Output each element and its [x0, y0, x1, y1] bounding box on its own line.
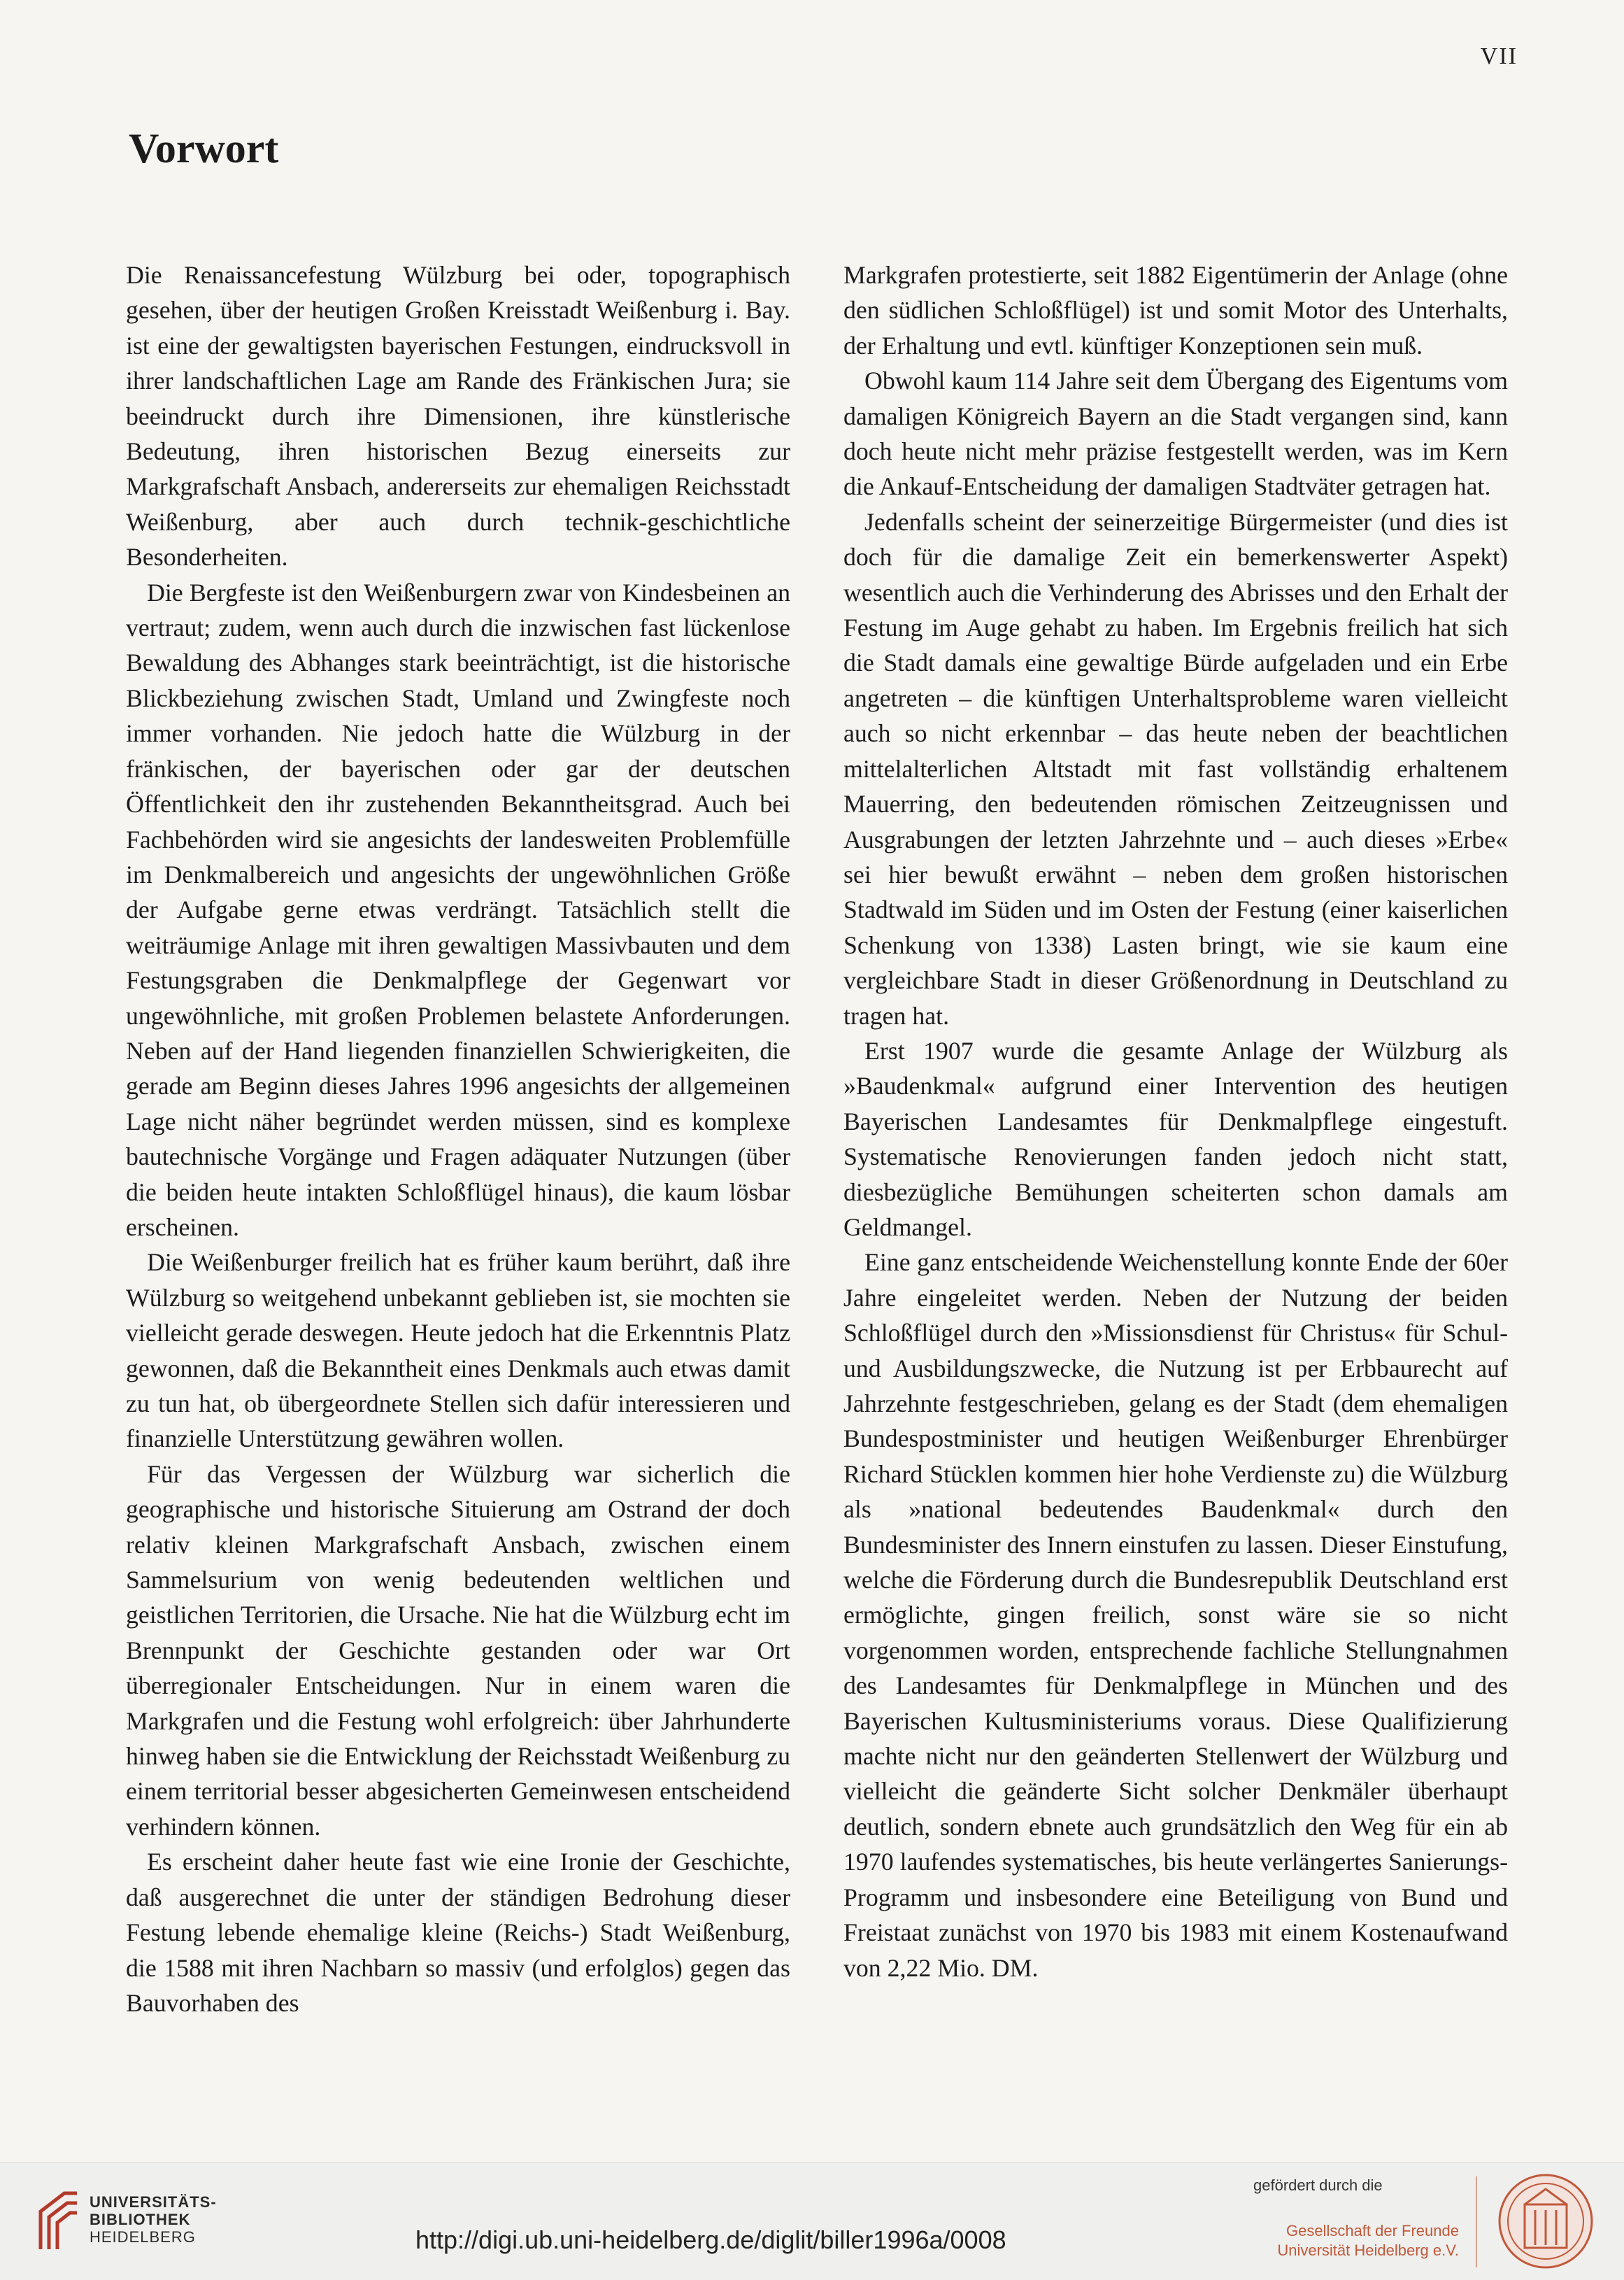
paragraph: Die Renaissancefestung Wülzburg bei oder, topographisch gesehen, über der heutigen Großen Kreisstadt Weißenburg i. Bay. ist eine der gewaltigsten bayerischen Festungen, eindrucksvoll in ihrer landschaftlichen Lage am Rande des Fränkischen Jura; sie beeindruckt durch ihre Dimensionen, ihre künstlerische Bedeutung, ihren historischen Bezug einerseits zur Markgrafschaft Ansbach, andererseits zur ehemaligen Reichsstadt Weißenburg, aber auch durch technik-geschichtliche Besonderheiten.: [126, 261, 790, 572]
university-seal-icon: [1497, 2172, 1595, 2270]
page-number: VII: [1480, 43, 1518, 69]
paragraph: Es erscheint daher heute fast wie eine Ironie der Geschichte, daß ausgerechnet die unter der ständigen Bedrohung dieser Festung lebende ehemalige kleine (Reichs-) Stadt Weißenburg, die 1588 mit ihren Nachbarn so massiv (und erfolglos) gegen das Bauvorhaben des: [126, 1848, 790, 2017]
paragraph: Jedenfalls scheint der seinerzeitige Bürgermeister (und dies ist doch für die damalige Zeit ein bemerkenswerter Aspekt) wesentlich auch die Verhinderung des Abrisses und den Erhalt der Festung im Auge gehabt zu haben. Im Ergebnis freilich hat sich die Stadt damals eine gewaltige Bürde aufgeladen und ein Erbe angetreten – die künftigen Unterhaltsprobleme waren vielleicht auch so nicht erkennbar – das heute neben der beachtlichen mittelalterlichen Altstadt mit fast vollständig erhaltenem Mauerring, den bedeutenden römischen Zeitzeugnissen und Ausgrabungen der letzten Jahrzehnte und – auch dieses »Erbe« sei hier bewußt erwähnt – neben dem großen historischen Stadtwald im Süden und im Osten der Festung (einer kaiserlichen Schenkung von 1338) Lasten bringt, wie sie kaum eine vergleichbare Stadt in dieser Größenordnung in Deutschland zu tragen hat.: [843, 507, 1508, 1030]
library-name-line: UNIVERSITÄTS-: [90, 2193, 217, 2211]
paragraph: Obwohl kaum 114 Jahre seit dem Übergang des Eigentums vom damaligen Königreich Bayern an die Stadt vergangen sind, kann doch heute nicht mehr präzise festgestellt werden, was im Kern die Ankauf-Entscheidung der damaligen Stadtväter getragen hat.: [843, 367, 1508, 501]
paragraph: Markgrafen protestierte, seit 1882 Eigentümerin der Anlage (ohne den südlichen Schloßflügel) ist und somit Motor des Unterhalts, der Erhaltung und evtl. künftiger Konzeptionen sein muß.: [843, 261, 1508, 360]
paragraph: Erst 1907 wurde die gesamte Anlage der Wülzburg als »Baudenkmal« aufgrund einer Intervention des heutigen Bayerischen Landesamtes für Denkmalpflege eingestuft. Systematische Renovierungen fanden jedoch nicht statt, diesbezügliche Bemühungen scheiterten schon damals am Geldmangel.: [843, 1036, 1508, 1241]
sponsor-name-line: Gesellschaft der Freunde: [1285, 2222, 1459, 2239]
sponsor-name-line: Universität Heidelberg e.V.: [1277, 2242, 1459, 2259]
library-logo-icon: [36, 2190, 81, 2253]
page-title: Vorwort: [129, 125, 279, 171]
text-column-right: [843, 257, 1508, 1985]
text-column-left: [126, 257, 790, 2020]
library-name-line: HEIDELBERG: [90, 2228, 196, 2246]
library-name: [90, 2193, 217, 2246]
library-name-line: BIBLIOTHEK: [90, 2211, 191, 2228]
permalink-url[interactable]: http://digi.ub.uni-heidelberg.de/diglit/biller1996a/0008: [415, 2225, 1006, 2254]
paragraph: Die Weißenburger freilich hat es früher kaum berührt, daß ihre Wülzburg so weitgehend unbekannt geblieben ist, sie mochten sie vielleicht gerade deswegen. Heute jedoch hat die Erkenntnis Platz gewonnen, daß die Bekanntheit eines Denkmals auch etwas damit zu tun hat, ob übergeordnete Stellen sich dafür interessieren und finanzielle Unterstützung gewähren wollen.: [126, 1248, 790, 1453]
sponsor-label: gefördert durch die: [1253, 2176, 1383, 2194]
divider: [1476, 2176, 1477, 2267]
sponsor-name: [1277, 2221, 1459, 2260]
paragraph: Für das Vergessen der Wülzburg war sicherlich die geographische und historische Situierung am Ostrand der doch relativ kleinen Markgrafschaft Ansbach, zwischen einem Sammelsurium von wenig bedeutenden weltlichen und geistlichen Territorien, die Ursache. Nie hat die Wülzburg echt im Brennpunkt der Geschichte gestanden oder war Ort überregionaler Entscheidungen. Nur in einem waren die Markgrafen und die Festung wohl erfolgreich: über Jahrhunderte hinweg haben sie die Entwicklung der Reichsstadt Weißenburg zu einem territorial besser abgesicherten Gemeinwesen entscheidend verhindern können.: [126, 1459, 790, 1841]
paragraph: Eine ganz entscheidende Weichenstellung konnte Ende der 60er Jahre eingeleitet werden. Neben der Nutzung der beiden Schloßflügel durch den »Missionsdienst für Christus« für Schul- und Ausbildungszwecke, die Nutzung ist per Erbbaurecht auf Jahrzehnte festgeschrieben, gelang es der Stadt (dem ehemaligen Bundespostminister und heutigen Weißenburger Ehrenbürger Richard Stücklen kommen hier hohe Verdienste zu) die Wülzburg als »national bedeutendes Baudenkmal« durch den Bundesminister des Innern einstufen zu lassen. Dieser Einstufung, welche die Förderung durch die Bundesrepublik Deutschland erst ermöglichte, gingen freilich, sonst wäre sie so nicht vorgenommen worden, entsprechende fachliche Stellungnahmen des Landesamtes für Denkmalpflege in München und des Bayerischen Kultusministeriums voraus. Diese Qualifizierung machte nicht nur den geänderten Stellenwert der Wülzburg und vielleicht die geänderte Sicht solcher Denkmäler überhaupt deutlich, sondern ebnete auch grundsätzlich den Weg für ein ab 1970 laufendes systematisches, bis heute verlängertes Sanierungs-Programm und insbesondere eine Beteiligung von Bund und Freistaat zunächst von 1970 bis 1983 mit einem Kostenaufwand von 2,22 Mio. DM.: [843, 1248, 1508, 1982]
footer-bar: [0, 2162, 1624, 2280]
paragraph: Die Bergfeste ist den Weißenburgern zwar von Kindesbeinen an vertraut; zudem, wenn auch durch die inzwischen fast lückenlose Bewaldung des Abhanges stark beeinträchtigt, ist die historische Blickbeziehung zwischen Stadt, Umland und Zwingfeste noch immer vorhanden. Nie jedoch hatte die Wülzburg in der fränkischen, der bayerischen oder gar der deutschen Öffentlichkeit den ihr zustehenden Bekanntheitsgrad. Auch bei Fachbehörden wird sie angesichts der landesweiten Problemfülle im Denkmalbereich und angesichts der ungewöhnlichen Größe der Aufgabe gerne etwas verdrängt. Tatsächlich stellt die weiträumige Anlage mit ihren gewaltigen Massivbauten und dem Festungsgraben die Denkmalpflege der Gegenwart vor ungewöhnliche, mit großen Problemen belastete Anforderungen. Neben auf der Hand liegenden finanziellen Schwierigkeiten, die gerade am Beginn dieses Jahres 1996 angesichts der allgemeinen Lage nicht näher begründet werden müssen, sind es komplexe bautechnische Vorgänge und Fragen adäquater Nutzungen (über die beiden heute intakten Schloßflügel hinaus), die kaum lösbar erscheinen.: [126, 578, 790, 1241]
